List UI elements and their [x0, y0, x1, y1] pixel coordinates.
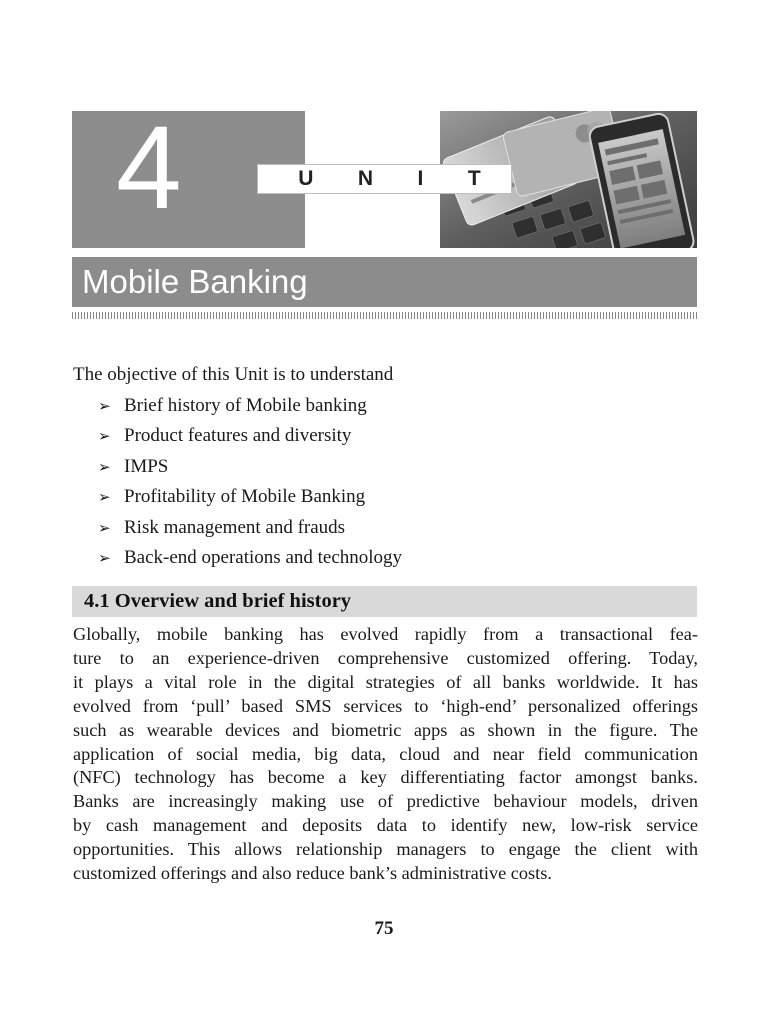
arrow-bullet-icon: ➢	[98, 549, 111, 568]
list-item	[98, 482, 402, 512]
list-item	[98, 513, 402, 543]
unit-title: Mobile Banking	[82, 263, 308, 300]
objective-intro: The objective of this Unit is to understand	[73, 364, 394, 385]
paragraph-line: opportunities. This allows relationship managers to engage the client with	[73, 839, 698, 860]
list-item	[98, 543, 402, 573]
list-item	[98, 391, 402, 421]
list-item-text: Product features and diversity	[124, 425, 352, 447]
paragraph-line: customized offerings and also reduce bank’s administrative costs.	[73, 863, 552, 884]
list-item-text: Profitability of Mobile Banking	[124, 486, 366, 508]
paragraph-line: such as wearable devices and biometric apps as shown in the figure. The	[73, 719, 698, 740]
list-item	[98, 452, 402, 482]
section-heading: 4.1 Overview and brief history	[84, 590, 352, 612]
list-item-text: Brief history of Mobile banking	[124, 395, 367, 416]
section-heading-bar	[72, 586, 697, 617]
arrow-bullet-icon: ➢	[98, 518, 111, 537]
decorative-tick-rule	[72, 312, 697, 319]
unit-letter: N	[357, 167, 374, 190]
list-item	[98, 421, 402, 451]
arrow-bullet-icon: ➢	[98, 397, 111, 415]
arrow-bullet-icon: ➢	[98, 427, 111, 446]
paragraph-line: evolved from ‘pull’ based SMS services to ‘high-end’ personalized offerings	[73, 695, 698, 716]
page-number: 75	[374, 918, 394, 939]
list-item-text: Risk management and frauds	[124, 516, 346, 538]
unit-header	[72, 102, 697, 248]
paragraph-line: Globally, mobile banking has evolved rapidly from a transactional fea-	[73, 624, 698, 644]
paragraph-line: application of social media, big data, cloud and near field communication	[73, 743, 698, 764]
section-body	[73, 623, 698, 886]
paragraph-line: by cash management and deposits data to identify new, low-risk service	[73, 815, 698, 836]
paragraph-line: it plays a vital role in the digital strategies of all banks worldwide. It has	[73, 671, 698, 692]
unit-letter: U	[298, 167, 314, 190]
objective-list	[98, 391, 402, 573]
arrow-bullet-icon: ➢	[98, 488, 111, 507]
arrow-bullet-icon: ➢	[98, 457, 111, 476]
unit-title-band	[72, 257, 697, 307]
paragraph-line: Banks are increasingly making use of predictive behaviour models, driven	[73, 791, 698, 812]
paragraph-line: (NFC) technology has become a key differentiating factor amongst banks.	[73, 767, 698, 788]
unit-letter: I	[417, 167, 424, 190]
paragraph-line: ture to an experience-driven comprehensive customized offering. Today,	[73, 647, 698, 668]
list-item-text: IMPS	[124, 455, 169, 477]
unit-number: 4	[116, 102, 180, 234]
unit-letter: T	[467, 167, 481, 190]
unit-label-strip	[257, 164, 512, 194]
list-item-text: Back-end operations and technology	[124, 547, 403, 569]
